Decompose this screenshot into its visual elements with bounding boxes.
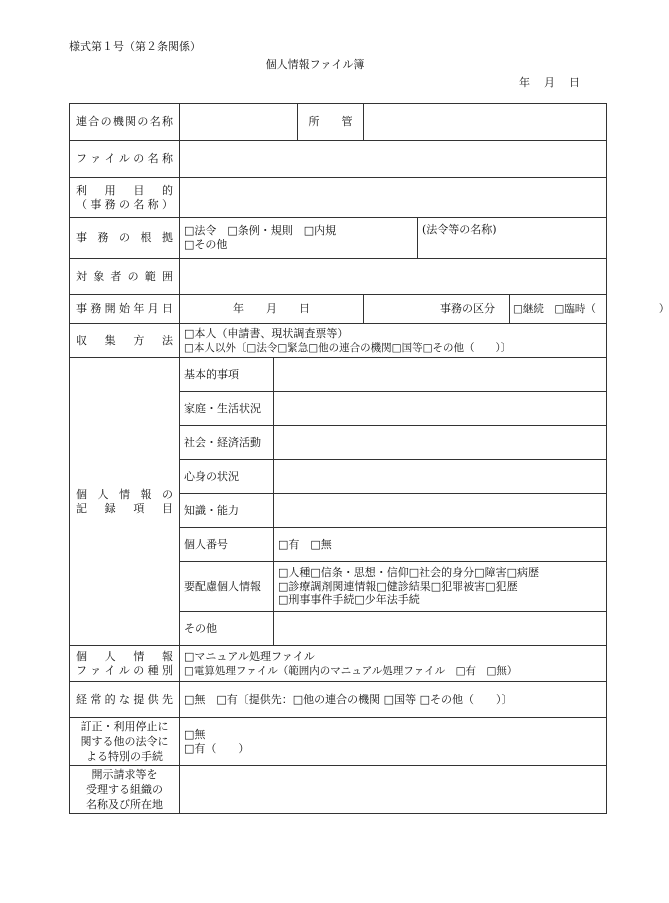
- basis-options-line-1[interactable]: □法令 □条例・規則 □内規: [184, 224, 337, 237]
- provision-options[interactable]: □無 □有〔提供先：□他の連合の機関 □国等 □その他（ ）〕: [180, 682, 607, 718]
- disclosure-label-line-2: 受理する組織の: [86, 783, 163, 796]
- date-day-label: 日: [569, 76, 580, 89]
- disclosure-label-line-1: 開示請求等を: [91, 768, 158, 781]
- file-type-label: [70, 646, 180, 682]
- agency-name-field[interactable]: [180, 104, 298, 141]
- row-file-type: [70, 646, 607, 682]
- row-start-date: [70, 295, 607, 324]
- my-number-options[interactable]: □有 □無: [274, 528, 607, 562]
- record-item-label: その他: [180, 612, 274, 646]
- disclosure-label-line-3: 名称及び所在地: [86, 798, 163, 811]
- purpose-label-line-2: （事務の名称）: [76, 197, 173, 211]
- sensitive-info-line-1[interactable]: □人種□信条・思想・信仰□社会的身分□障害□病歴: [278, 566, 539, 580]
- file-type-label-line-2: ファイルの種別: [76, 663, 173, 677]
- basis-law-name[interactable]: (法令等の名称): [418, 218, 607, 259]
- collection-method-label: 収集方法: [70, 324, 180, 358]
- purpose-label: [70, 178, 180, 218]
- classification-options[interactable]: □継続 □臨時（ ）: [510, 295, 607, 324]
- record-item-label: 要配慮個人情報: [180, 562, 274, 612]
- special-procedure-label: [70, 718, 180, 766]
- subject-scope-field[interactable]: [180, 259, 607, 295]
- record-item-label: 家庭・生活状況: [180, 392, 274, 426]
- special-option-none[interactable]: □無: [184, 727, 206, 741]
- row-disclosure: [70, 766, 607, 814]
- sensitive-info-options[interactable]: [274, 562, 607, 612]
- file-type-line-2[interactable]: □電算処理ファイル（範囲内のマニュアル処理ファイル □有 □無）: [184, 664, 518, 677]
- form-number-label: 様式第１号（第２条関係）: [69, 40, 201, 53]
- personal-info-file-table: [69, 103, 669, 814]
- basis-options-line-2[interactable]: □その他: [184, 238, 228, 251]
- collection-line-2[interactable]: □本人以外〔□法令□緊急□他の連合の機関□国等□その他（ ）〕: [184, 341, 512, 354]
- record-items-label: [70, 358, 180, 646]
- start-date-label: 事務開始年月日: [70, 295, 180, 324]
- document-title: 個人情報ファイル簿: [265, 58, 365, 71]
- row-collection: [70, 324, 607, 358]
- date-year-label: 年: [519, 76, 530, 89]
- row-file-name: [70, 141, 607, 178]
- record-item-field[interactable]: [274, 460, 607, 494]
- basis-label: 事務の根拠: [70, 218, 180, 259]
- file-type-label-line-1: 個人情報: [76, 649, 173, 663]
- special-procedure-options[interactable]: [180, 718, 607, 766]
- special-procedure-label-line-1: 訂正・利用停止に: [80, 720, 169, 733]
- record-item-field[interactable]: [274, 494, 607, 528]
- collection-line-1[interactable]: □本人（申請書、現状調査票等）: [184, 326, 349, 340]
- provision-label: 経常的な提供先: [70, 682, 180, 718]
- record-items-label-line-1: 個人情報の: [76, 487, 173, 501]
- record-item-field[interactable]: [274, 392, 607, 426]
- file-type-line-1[interactable]: □マニュアル処理ファイル: [184, 649, 315, 663]
- basis-options[interactable]: [180, 218, 418, 259]
- start-date-field[interactable]: 年 月 日: [180, 295, 364, 324]
- special-option-yes[interactable]: □有（ ）: [184, 741, 250, 755]
- purpose-label-line-1: 利用目的: [76, 183, 173, 197]
- record-item-field[interactable]: [274, 426, 607, 460]
- jurisdiction-field[interactable]: [364, 104, 607, 141]
- subject-scope-label: 対象者の範囲: [70, 259, 180, 295]
- disclosure-org-label: [70, 766, 180, 814]
- date-month-label: 月: [544, 76, 555, 89]
- date-line: [519, 74, 580, 90]
- record-item-row: [70, 358, 607, 392]
- record-item-field[interactable]: [274, 612, 607, 646]
- sensitive-info-line-2[interactable]: □診療調剤関連情報□健診結果□犯罪被害□犯歴: [278, 579, 518, 593]
- special-procedure-label-line-3: よる特別の手続: [86, 750, 163, 763]
- row-purpose: [70, 178, 607, 218]
- row-provision: [70, 682, 607, 718]
- row-basis: [70, 218, 607, 259]
- record-item-label: 基本的事項: [180, 358, 274, 392]
- purpose-field[interactable]: [180, 178, 607, 218]
- record-item-field[interactable]: [274, 358, 607, 392]
- row-agency: [70, 104, 607, 141]
- file-type-options[interactable]: [180, 646, 607, 682]
- record-item-label: 知識・能力: [180, 494, 274, 528]
- record-item-label: 個人番号: [180, 528, 274, 562]
- file-name-label: ファイルの名称: [70, 141, 180, 178]
- sensitive-info-line-3[interactable]: □刑事事件手続□少年法手続: [278, 593, 420, 607]
- file-name-field[interactable]: [180, 141, 607, 178]
- record-item-label: 心身の状況: [180, 460, 274, 494]
- record-items-label-line-2: 記録項目: [76, 501, 173, 515]
- record-item-label: 社会・経済活動: [180, 426, 274, 460]
- classification-label: 事務の区分: [364, 295, 510, 324]
- special-procedure-label-line-2: 関する他の法令に: [80, 735, 169, 748]
- disclosure-org-field[interactable]: [180, 766, 607, 814]
- jurisdiction-label: 所 管: [298, 104, 364, 141]
- row-subject-scope: [70, 259, 607, 295]
- collection-method-options[interactable]: [180, 324, 607, 358]
- row-special-procedure: [70, 718, 607, 766]
- agency-name-label: 連合の機関の名称: [70, 104, 180, 141]
